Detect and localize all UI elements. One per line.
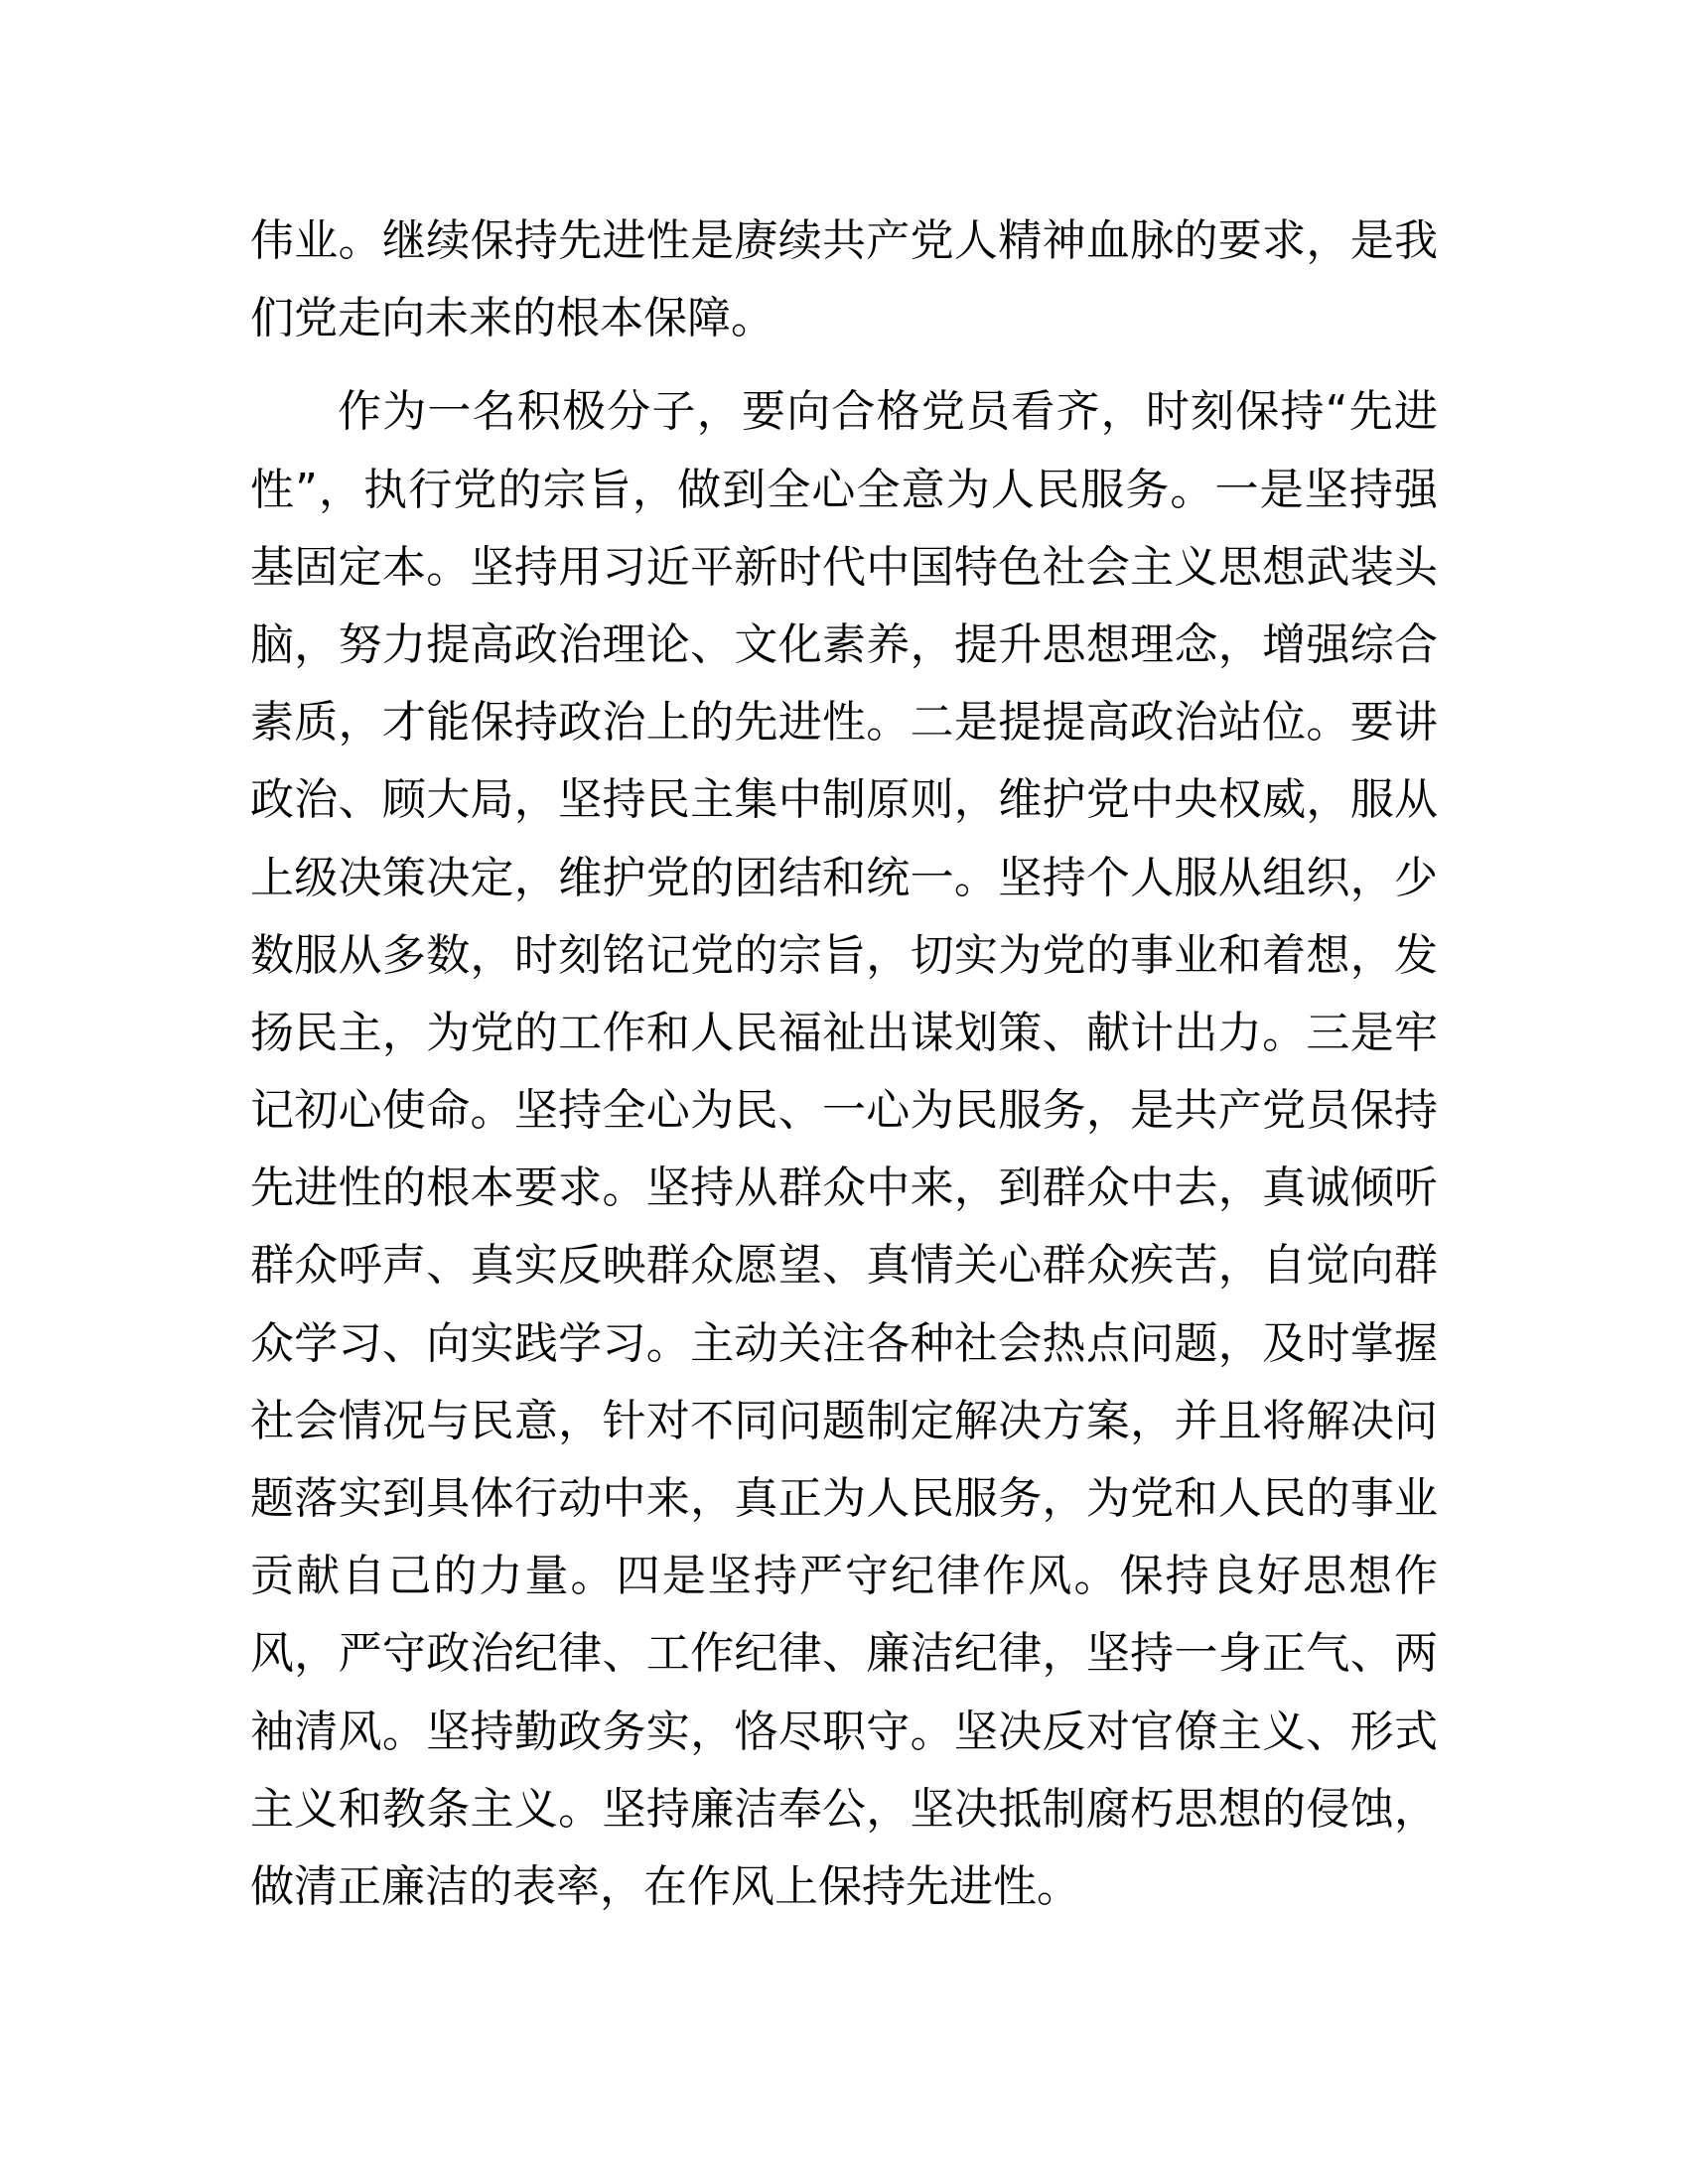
text-line: 社会情况与民意，针对不同问题制定解决方案，并且将解决问 xyxy=(250,1395,1438,1446)
text-line: 众学习、向实践学习。主动关注各种社会热点问题，及时掌握 xyxy=(250,1317,1438,1369)
text-line: 贡献自己的力量。四是坚持严守纪律作风。保持良好思想作 xyxy=(250,1551,1438,1602)
text-line: 性”，执行党的宗旨，做到全心全意为人民服务。一是坚持强 xyxy=(250,464,1438,515)
text-line: 上级决策决定，维护党的团结和统一。坚持个人服从组织，少 xyxy=(250,852,1438,903)
text-line: 脑，努力提高政治理论、文化素养，提升思想理念，增强综合 xyxy=(250,618,1438,670)
text-line: 们党走向未来的根本保障。 xyxy=(250,293,774,344)
text-line: 群众呼声、真实反映群众愿望、真情关心群众疾苦，自觉向群 xyxy=(250,1240,1438,1292)
text-line: 袖清风。坚持勤政务实，恪尽职守。坚决反对官僚主义、形式 xyxy=(250,1706,1438,1757)
text-line: 记初心使命。坚持全心为民、一心为民服务，是共产党员保持 xyxy=(250,1085,1438,1137)
text-line: 题落实到具体行动中来，真正为人民服务，为党和人民的事业 xyxy=(250,1473,1438,1524)
text-line: 主义和教条主义。坚持廉洁奉公，坚决抵制腐朽思想的侵蚀， xyxy=(250,1783,1438,1835)
document-body xyxy=(250,203,1438,1926)
text-line: 基固定本。坚持用习近平新时代中国特色社会主义思想武装头 xyxy=(250,541,1438,593)
text-line: 政治、顾大局，坚持民主集中制原则，维护党中央权威，服从 xyxy=(250,774,1438,826)
text-line: 作为一名积极分子，要向合格党员看齐，时刻保持“先进 xyxy=(338,386,1438,438)
paragraph-1 xyxy=(250,203,1438,357)
text-line: 做清正廉洁的表率，在作风上保持先进性。 xyxy=(250,1860,1080,1912)
text-line: 风，严守政治纪律、工作纪律、廉洁纪律，坚持一身正气、两 xyxy=(250,1628,1438,1680)
text-line: 扬民主，为党的工作和人民福祉出谋划策、献计出力。三是牢 xyxy=(250,1007,1438,1058)
text-line: 伟业。继续保持先进性是赓续共产党人精神血脉的要求，是我 xyxy=(250,215,1438,266)
text-line: 先进性的根本要求。坚持从群众中来，到群众中去，真诚倾听 xyxy=(250,1162,1438,1214)
text-line: 数服从多数，时刻铭记党的宗旨，切实为党的事业和着想，发 xyxy=(250,929,1438,981)
text-line: 素质，才能保持政治上的先进性。二是提提高政治站位。要讲 xyxy=(250,697,1438,749)
paragraph-2 xyxy=(250,373,1438,1926)
